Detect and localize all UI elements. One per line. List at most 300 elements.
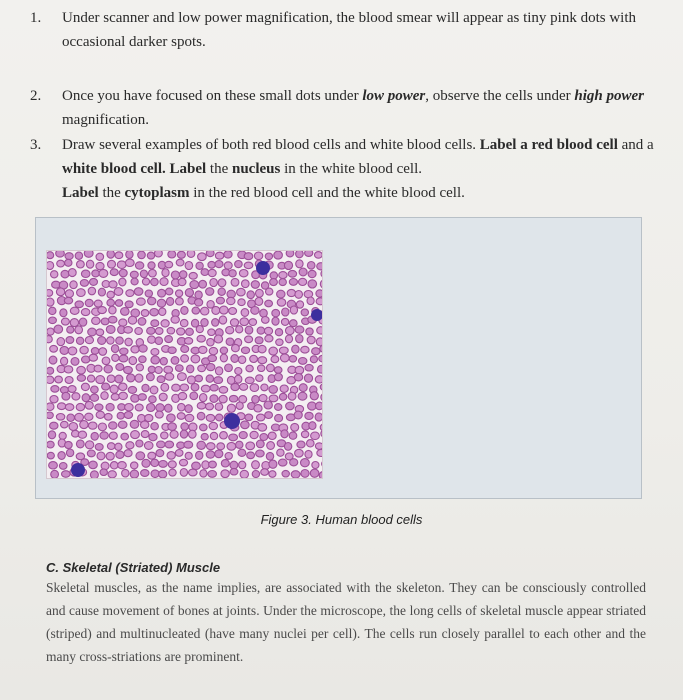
red-blood-cell: [308, 270, 316, 277]
red-blood-cell: [291, 423, 299, 431]
red-blood-cell: [197, 441, 206, 449]
red-blood-cell: [207, 364, 215, 371]
red-blood-cell: [47, 412, 53, 419]
red-blood-cell: [168, 347, 176, 354]
red-blood-cell: [102, 383, 110, 390]
red-blood-cell: [67, 326, 74, 333]
red-blood-cell: [117, 261, 126, 269]
red-blood-cell: [206, 451, 214, 458]
red-blood-cell: [122, 469, 129, 477]
red-blood-cell: [215, 450, 223, 458]
red-blood-cell: [280, 354, 289, 362]
red-blood-cell: [61, 357, 68, 365]
red-blood-cell: [119, 278, 126, 286]
red-blood-cell: [269, 395, 278, 402]
red-blood-cell: [316, 338, 322, 346]
red-blood-cell: [244, 253, 253, 260]
red-blood-cell: [195, 291, 202, 299]
red-blood-cell: [116, 337, 124, 344]
red-blood-cell: [106, 403, 114, 411]
red-blood-cell: [110, 385, 118, 393]
red-blood-cell: [85, 413, 93, 420]
red-blood-cell: [161, 320, 169, 327]
red-blood-cell: [317, 327, 322, 334]
red-blood-cell: [260, 434, 268, 441]
red-blood-cell: [140, 270, 147, 278]
text-run: the: [206, 161, 232, 177]
text-run: , observe the cells under: [425, 88, 575, 104]
red-blood-cell: [156, 404, 164, 412]
red-blood-cell: [308, 402, 317, 410]
red-blood-cell: [178, 392, 186, 399]
red-blood-cell: [215, 403, 223, 410]
red-blood-cell: [61, 421, 69, 428]
red-blood-cell: [141, 431, 149, 438]
red-blood-cell: [180, 271, 187, 279]
red-blood-cell: [116, 451, 124, 458]
red-blood-cell: [200, 470, 207, 477]
red-blood-cell: [261, 469, 269, 476]
emphasis: white blood cell. Label: [62, 161, 207, 177]
red-blood-cell: [57, 403, 65, 410]
instruction-number: 3.: [30, 137, 42, 153]
red-blood-cell: [250, 355, 258, 362]
emphasis-high-power: high power: [574, 88, 645, 104]
red-blood-cell: [210, 432, 217, 439]
red-blood-cell: [136, 440, 143, 447]
red-blood-cell: [185, 405, 192, 413]
red-blood-cell: [92, 270, 100, 277]
red-blood-cell: [208, 261, 215, 268]
red-blood-cell: [79, 318, 87, 326]
red-blood-cell: [107, 337, 114, 344]
red-blood-cell: [138, 394, 146, 401]
red-blood-cell: [306, 328, 313, 335]
red-blood-cell: [155, 337, 162, 345]
red-blood-cell: [266, 288, 273, 295]
red-blood-cell: [240, 470, 248, 478]
red-blood-cell: [249, 319, 257, 326]
red-blood-cell: [196, 326, 203, 333]
red-blood-cell: [51, 386, 59, 393]
instruction-text: Under scanner and low power magnification, the blood smear will appear as tiny pink dots with occasional darker spots.: [62, 10, 637, 50]
red-blood-cell: [49, 356, 57, 364]
red-blood-cell: [195, 375, 203, 382]
red-blood-cell: [258, 365, 265, 372]
red-blood-cell: [75, 326, 83, 334]
red-blood-cell: [246, 442, 255, 450]
red-blood-cell: [308, 280, 317, 288]
red-blood-cell: [227, 297, 235, 304]
red-blood-cell: [239, 270, 248, 277]
red-blood-cell: [59, 432, 66, 439]
red-blood-cell: [258, 424, 267, 432]
red-blood-cell: [320, 384, 322, 391]
red-blood-cell: [126, 251, 133, 258]
red-blood-cell: [49, 462, 58, 469]
red-blood-cell: [148, 366, 155, 373]
red-blood-cell: [109, 281, 117, 288]
red-blood-cell: [258, 357, 267, 364]
red-blood-cell: [301, 309, 308, 316]
red-blood-cell: [190, 281, 199, 289]
red-blood-cell: [265, 253, 272, 260]
red-blood-cell: [247, 452, 255, 459]
red-blood-cell: [212, 319, 219, 327]
red-blood-cell: [310, 392, 318, 400]
red-blood-cell: [260, 309, 268, 317]
red-blood-cell: [224, 251, 232, 258]
red-blood-cell: [85, 401, 93, 409]
red-blood-cell: [149, 433, 157, 440]
red-blood-cell: [110, 462, 118, 469]
red-blood-cell: [56, 251, 65, 257]
red-blood-cell: [165, 441, 174, 448]
red-blood-cell: [221, 470, 229, 478]
red-blood-cell: [199, 280, 207, 288]
red-blood-cell: [318, 365, 323, 373]
red-blood-cell: [109, 422, 117, 429]
red-blood-cell: [124, 412, 132, 419]
red-blood-cell: [200, 394, 207, 402]
red-blood-cell: [57, 260, 65, 267]
red-blood-cell: [287, 289, 295, 296]
red-blood-cell: [214, 377, 223, 384]
red-blood-cell: [75, 301, 83, 308]
red-blood-cell: [141, 470, 149, 477]
red-blood-cell: [135, 328, 143, 335]
red-blood-cell: [299, 358, 307, 365]
red-blood-cell: [236, 402, 243, 409]
red-blood-cell: [130, 470, 138, 478]
red-blood-cell: [118, 421, 127, 428]
red-blood-cell: [147, 327, 155, 334]
red-blood-cell: [155, 328, 163, 335]
red-blood-cell: [179, 459, 187, 466]
red-blood-cell: [316, 402, 323, 410]
red-blood-cell: [88, 287, 95, 295]
red-blood-cell: [197, 412, 205, 420]
red-blood-cell: [168, 251, 176, 258]
red-blood-cell: [168, 423, 177, 431]
red-blood-cell: [157, 376, 165, 383]
red-blood-cell: [58, 452, 65, 460]
red-blood-cell: [292, 345, 299, 353]
red-blood-cell: [301, 470, 309, 478]
red-blood-cell: [77, 289, 86, 297]
red-blood-cell: [279, 393, 286, 400]
red-blood-cell: [264, 401, 272, 409]
red-blood-cell: [54, 325, 63, 333]
red-blood-cell: [96, 253, 104, 260]
red-blood-cell: [135, 374, 143, 382]
red-blood-cell: [47, 367, 54, 374]
red-blood-cell: [164, 366, 173, 373]
red-blood-cell: [47, 441, 54, 448]
emphasis: Label a red blood cell: [479, 137, 618, 153]
red-blood-cell: [289, 432, 297, 439]
red-blood-cell: [127, 374, 135, 382]
red-blood-cell: [288, 270, 296, 277]
red-blood-cell: [321, 270, 322, 278]
red-blood-cell: [245, 326, 253, 334]
red-blood-cell: [114, 288, 123, 296]
red-blood-cell: [157, 441, 165, 448]
red-blood-cell: [119, 269, 127, 277]
red-blood-cell: [156, 450, 164, 457]
red-blood-cell: [246, 365, 253, 372]
red-blood-cell: [96, 411, 104, 418]
red-blood-cell: [70, 307, 79, 314]
text-run: Draw several examples of both red blood cells and white blood cells.: [62, 137, 480, 153]
red-blood-cell: [312, 462, 319, 469]
red-blood-cell: [282, 470, 289, 477]
red-blood-cell: [214, 335, 222, 343]
red-blood-cell: [277, 299, 286, 307]
red-blood-cell: [124, 366, 133, 373]
red-blood-cell: [258, 345, 266, 353]
red-blood-cell: [91, 348, 99, 355]
red-blood-cell: [210, 279, 218, 287]
red-blood-cell: [218, 288, 225, 295]
section-paragraph: Skeletal muscles, as the name implies, are associated with the skeleton. They can be consciously controlled and cause movement of bones at joints. Under the microscope, the long cells of skeletal muscle appear striated (striped) and multinucleated (have many nuclei per cell). The cells run closely parallel to each other and the many cross-striations are prominent.: [46, 580, 646, 664]
red-blood-cell: [277, 449, 284, 456]
red-blood-cell: [100, 469, 107, 476]
red-blood-cell: [88, 328, 97, 336]
red-blood-cell: [207, 443, 216, 450]
red-blood-cell: [131, 394, 139, 402]
red-blood-cell: [125, 259, 134, 266]
red-blood-cell: [187, 365, 194, 373]
red-blood-cell: [47, 403, 54, 411]
red-blood-cell: [290, 320, 298, 327]
red-blood-cell: [96, 262, 104, 269]
red-blood-cell: [67, 414, 75, 421]
red-blood-cell: [245, 414, 253, 421]
red-blood-cell: [124, 327, 133, 334]
red-blood-cell: [76, 337, 83, 344]
red-blood-cell: [209, 422, 217, 429]
red-blood-cell: [148, 297, 156, 305]
white-blood-cell-nucleus: [224, 413, 240, 429]
red-blood-cell: [108, 260, 116, 268]
emphasis: nucleus: [232, 161, 281, 177]
red-blood-cell: [120, 348, 128, 355]
red-blood-cell: [78, 431, 86, 438]
red-blood-cell: [142, 384, 149, 391]
red-blood-cell: [90, 394, 98, 401]
red-blood-cell: [279, 347, 288, 354]
red-blood-cell: [131, 278, 138, 285]
red-blood-cell: [212, 306, 220, 314]
red-blood-cell: [167, 327, 175, 334]
red-blood-cell: [218, 279, 226, 287]
red-blood-cell: [85, 441, 93, 449]
red-blood-cell: [216, 297, 224, 304]
red-blood-cell: [142, 278, 149, 285]
red-blood-cell: [80, 421, 88, 429]
red-blood-cell: [290, 306, 297, 314]
red-blood-cell: [86, 260, 93, 268]
red-blood-cell: [99, 269, 108, 277]
red-blood-cell: [229, 434, 238, 441]
red-blood-cell: [252, 471, 259, 478]
red-blood-cell: [255, 337, 263, 344]
red-blood-cell: [147, 252, 154, 259]
red-blood-cell: [319, 472, 322, 478]
red-blood-cell: [151, 278, 159, 285]
red-blood-cell: [157, 299, 165, 307]
red-blood-cell: [220, 354, 227, 362]
red-blood-cell: [160, 357, 167, 365]
red-blood-cell: [244, 262, 253, 269]
red-blood-cell: [158, 289, 166, 297]
red-blood-cell: [165, 373, 174, 380]
red-blood-cell: [257, 327, 265, 334]
red-blood-cell: [289, 356, 296, 363]
red-blood-cell: [76, 403, 84, 410]
red-blood-cell: [286, 251, 294, 257]
red-blood-cell: [115, 375, 123, 383]
blood-smear-image: [46, 250, 323, 479]
red-blood-cell: [145, 414, 153, 421]
red-blood-cell: [190, 392, 198, 400]
red-blood-cell: [224, 262, 232, 269]
red-blood-cell: [96, 329, 104, 336]
red-blood-cell: [220, 306, 229, 314]
red-blood-cell: [235, 261, 243, 268]
red-blood-cell: [286, 402, 295, 410]
red-blood-cell: [320, 280, 322, 288]
red-blood-cell: [316, 298, 322, 305]
red-blood-cell: [198, 365, 206, 372]
red-blood-cell: [47, 298, 54, 306]
red-blood-cell: [147, 404, 155, 412]
red-blood-cell: [148, 452, 156, 459]
red-blood-cell: [104, 365, 112, 373]
red-blood-cell: [201, 433, 208, 440]
red-blood-cell: [290, 459, 298, 466]
red-blood-cell: [310, 356, 317, 363]
red-blood-cell: [125, 301, 133, 308]
red-blood-cell: [135, 404, 143, 411]
red-blood-cell: [321, 430, 322, 438]
figure-caption: Figure 3. Human blood cells: [260, 512, 423, 527]
red-blood-cell: [280, 385, 288, 392]
red-blood-cell: [186, 328, 194, 335]
red-blood-cell: [145, 290, 152, 297]
red-blood-cell: [47, 336, 52, 343]
red-blood-cell: [77, 375, 85, 382]
red-blood-cell: [126, 442, 134, 449]
red-blood-cell: [75, 252, 82, 259]
red-blood-cell: [255, 297, 263, 305]
red-blood-cell: [160, 278, 168, 286]
text-run: and a: [617, 137, 654, 153]
red-blood-cell: [262, 317, 270, 324]
red-blood-cell: [266, 452, 273, 460]
red-blood-cell: [65, 441, 73, 448]
red-blood-cell: [187, 376, 195, 384]
red-blood-cell: [171, 316, 179, 323]
red-blood-cell: [47, 376, 54, 383]
instruction-line: [62, 181, 660, 205]
red-blood-cell: [90, 471, 98, 478]
red-blood-cell: [296, 335, 303, 343]
red-blood-cell: [199, 346, 207, 353]
red-blood-cell: [105, 413, 113, 420]
red-blood-cell: [284, 443, 291, 451]
red-blood-cell: [101, 392, 108, 400]
red-blood-cell: [111, 394, 119, 401]
red-blood-cell: [209, 461, 217, 468]
blood-smear-svg: [47, 251, 322, 478]
red-blood-cell: [192, 307, 200, 314]
red-blood-cell: [192, 462, 201, 469]
red-blood-cell: [82, 394, 90, 402]
red-blood-cell: [170, 431, 178, 439]
red-blood-cell: [254, 252, 262, 260]
red-blood-cell: [89, 354, 97, 361]
red-blood-cell: [138, 251, 146, 259]
red-blood-cell: [47, 328, 54, 335]
red-blood-cell: [129, 357, 137, 365]
red-blood-cell: [151, 459, 159, 466]
red-blood-cell: [167, 452, 175, 460]
red-blood-cell: [155, 411, 163, 418]
red-blood-cell: [181, 346, 189, 353]
red-blood-cell: [317, 450, 322, 457]
red-blood-cell: [320, 424, 322, 431]
red-blood-cell: [307, 262, 315, 270]
red-blood-cell: [47, 290, 53, 297]
red-blood-cell: [296, 301, 303, 308]
red-blood-cell: [220, 432, 228, 439]
red-blood-cell: [148, 336, 156, 343]
red-blood-cell: [107, 299, 115, 306]
red-blood-cell: [231, 383, 239, 390]
red-blood-cell: [201, 269, 209, 276]
red-blood-cell: [256, 375, 263, 382]
red-blood-cell: [189, 272, 197, 279]
red-blood-cell: [265, 412, 273, 419]
red-blood-cell: [298, 392, 307, 400]
red-blood-cell: [294, 411, 302, 419]
red-blood-cell: [56, 288, 64, 296]
red-blood-cell: [95, 444, 103, 451]
red-blood-cell: [240, 318, 249, 326]
red-blood-cell: [230, 461, 238, 469]
red-blood-cell: [66, 449, 73, 457]
red-blood-cell: [141, 421, 149, 428]
red-blood-cell: [111, 345, 118, 353]
red-blood-cell: [87, 450, 95, 457]
red-blood-cell: [240, 384, 248, 391]
red-blood-cell: [282, 308, 289, 316]
text-run: in the white blood cell.: [280, 161, 422, 177]
red-blood-cell: [65, 259, 72, 266]
red-blood-cell: [241, 421, 250, 429]
red-blood-cell: [236, 326, 243, 333]
red-blood-cell: [250, 384, 259, 392]
red-blood-cell: [208, 471, 217, 478]
red-blood-cell: [136, 364, 143, 371]
red-blood-cell: [256, 450, 265, 457]
red-blood-cell: [107, 291, 114, 298]
red-blood-cell: [131, 462, 138, 469]
red-blood-cell: [81, 383, 89, 390]
red-blood-cell: [149, 269, 157, 277]
